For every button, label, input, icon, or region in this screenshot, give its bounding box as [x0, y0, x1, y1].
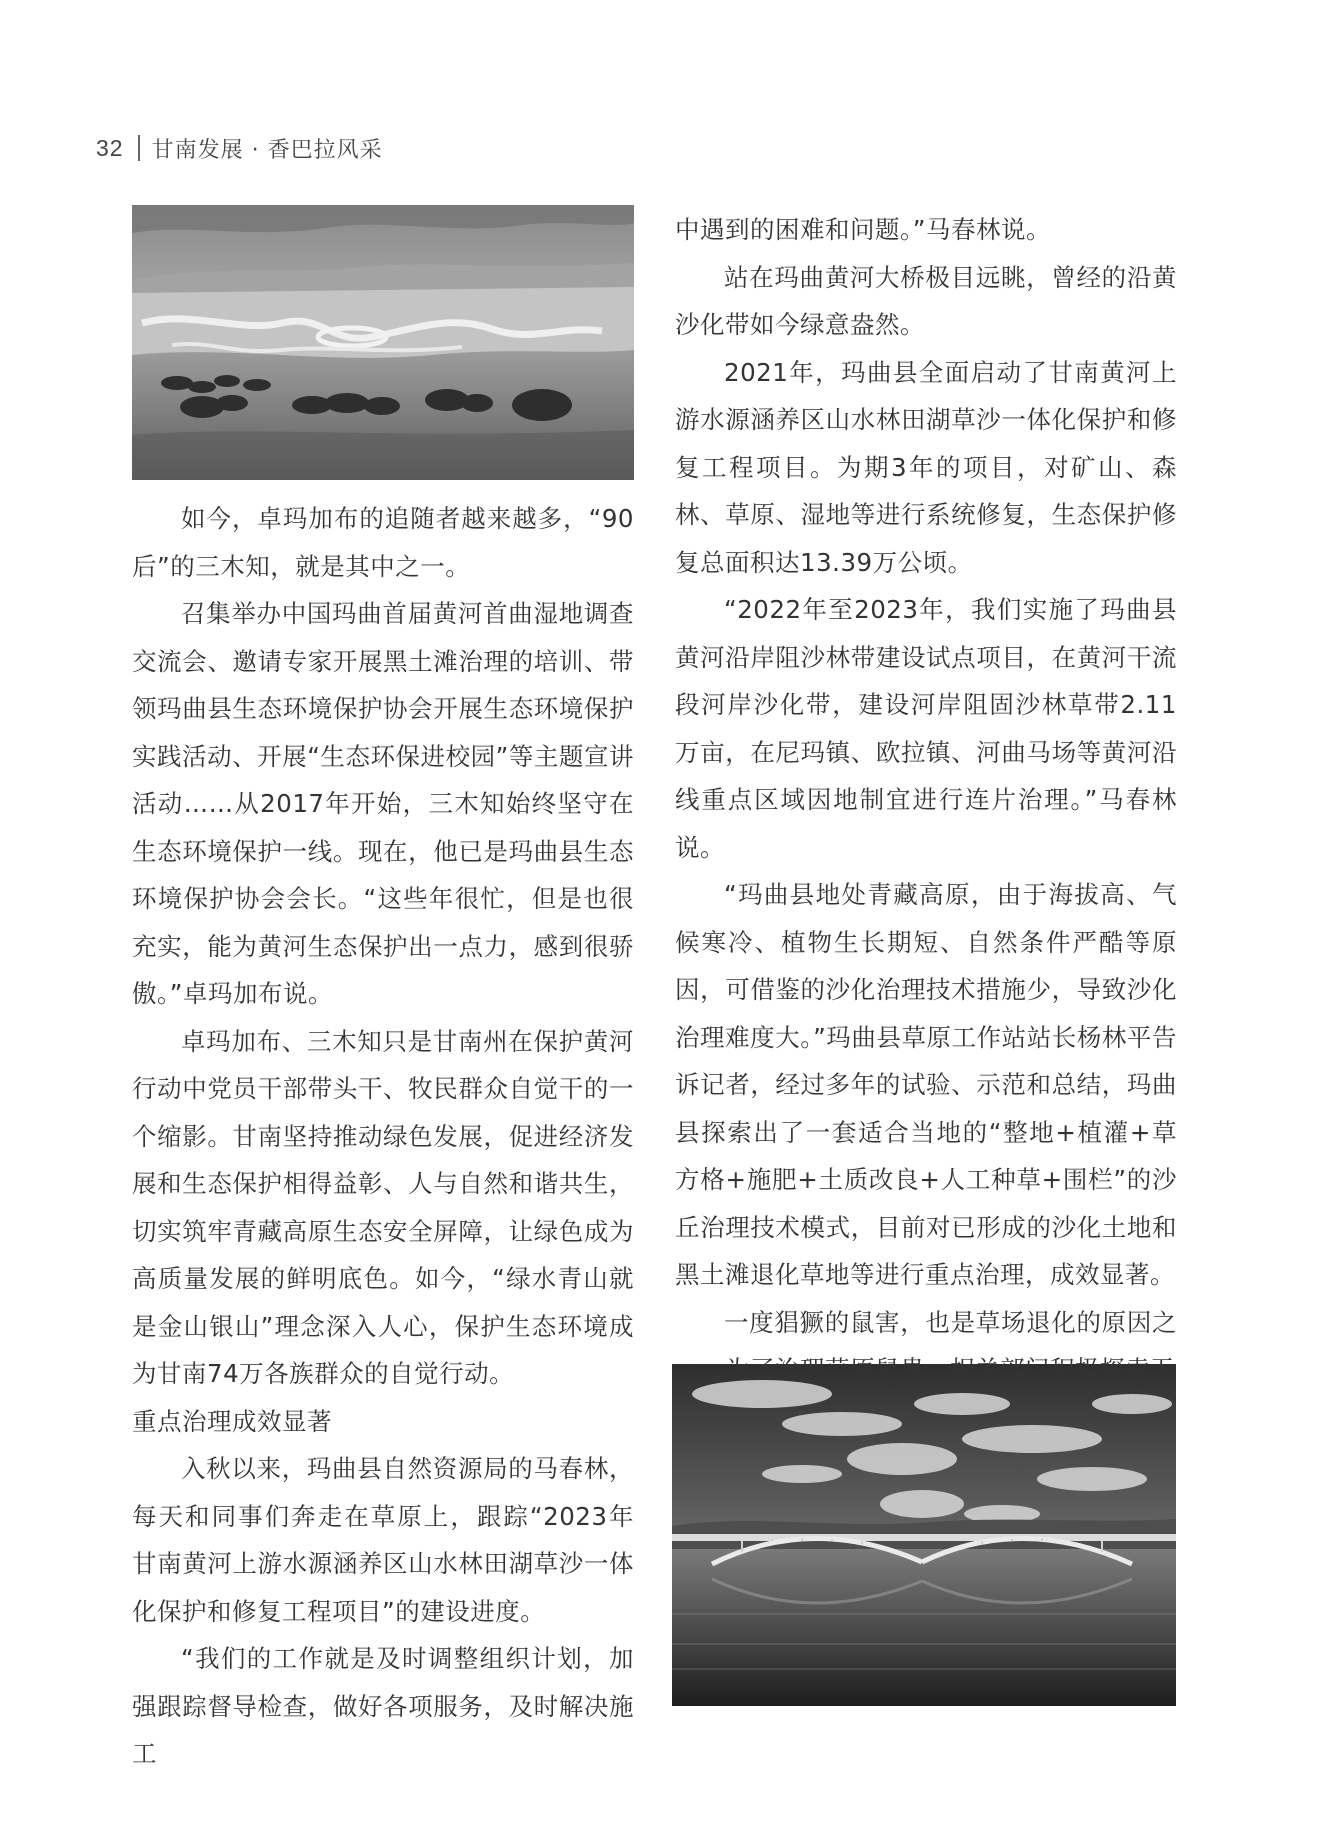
- paragraph: 中遇到的困难和问题。”马春林说。: [675, 215, 1051, 244]
- paragraph: 一度猖獗的鼠害，也是草场退化的原因之一。为了治理草原鼠患，相关部门积极探索无: [675, 1307, 1177, 1384]
- section-title: 甘南发展 · 香巴拉风采: [151, 137, 383, 163]
- right-column: [675, 206, 1177, 1394]
- paragraph: 站在玛曲黄河大桥极目远眺，曾经的沿黄沙化带如今绿意盎然。: [675, 262, 1177, 339]
- page-header: [96, 133, 383, 163]
- left-column: [132, 495, 634, 1778]
- paragraph: “2022年至2023年，我们实施了玛曲县黄河沿岸阻沙林带建设试点项目，在黄河干流段河岸沙化带，建设河岸阻固沙林草带2.11万亩，在尼玛镇、欧拉镇、河曲马场等黄河沿线重点区域因地制宜进行连片治理。”马春林说。: [675, 595, 1177, 862]
- paragraph: 卓玛加布、三木知只是甘南州在保护黄河行动中党员干部带头干、牧民群众自觉干的一个缩影。甘南坚持推动绿色发展，促进经济发展和生态保护相得益彰、人与自然和谐共生，切实筑牢青藏高原生态安全屏障，让绿色成为高质量发展的鲜明底色。如今，“绿水青山就是金山银山”理念深入人心，保护生态环境成为甘南74万各族群众的自觉行动。: [132, 1026, 634, 1388]
- section-subheading: 重点治理成效显著: [132, 1406, 332, 1436]
- yellow-river-bridge-photo: [672, 1364, 1176, 1706]
- paragraph: 入秋以来，玛曲县自然资源局的马春林，每天和同事们奔走在草原上，跟踪“2023年甘南黄河上游水源涵养区山水林田湖草沙一体化保护和修复工程项目”的建设进度。: [132, 1454, 634, 1626]
- paragraph: 召集举办中国玛曲首届黄河首曲湿地调查交流会、邀请专家开展黑土滩治理的培训、带领玛曲县生态环境保护协会开展生态环境保护实践活动、开展“生态环保进校园”等主题宣讲活动……从2017年开始，三木知始终坚守在生态环境保护一线。现在，他已是玛曲县生态环境保护协会会长。“这些年很忙，但是也很充实，能为黄河生态保护出一点力，感到很骄傲。”卓玛加布说。: [132, 599, 634, 1008]
- paragraph: “我们的工作就是及时调整组织计划，加强跟踪督导检查，做好各项服务，及时解决施工: [132, 1644, 634, 1768]
- paragraph: “玛曲县地处青藏高原，由于海拔高、气候寒冷、植物生长期短、自然条件严酷等原因，可借鉴的沙化治理技术措施少，导致沙化治理难度大。”玛曲县草原工作站站长杨林平告诉记者，经过多年的试验、示范和总结，玛曲县探索出了一套适合当地的“整地+植灌+草方格+施肥+土质改良+人工种草+围栏”的沙丘治理技术模式，目前对已形成的沙化土地和黑土滩退化草地等进行重点治理，成效显著。: [675, 880, 1177, 1289]
- page-number: 32: [96, 134, 124, 161]
- header-divider: [138, 135, 140, 161]
- paragraph: 如今，卓玛加布的追随者越来越多，“90后”的三木知，就是其中之一。: [132, 504, 634, 581]
- grassland-yak-photo: [132, 205, 634, 480]
- paragraph: 2021年，玛曲县全面启动了甘南黄河上游水源涵养区山水林田湖草沙一体化保护和修复工程项目。为期3年的项目，对矿山、森林、草原、湿地等进行系统修复，生态保护修复总面积达13.39万公顷。: [675, 357, 1177, 577]
